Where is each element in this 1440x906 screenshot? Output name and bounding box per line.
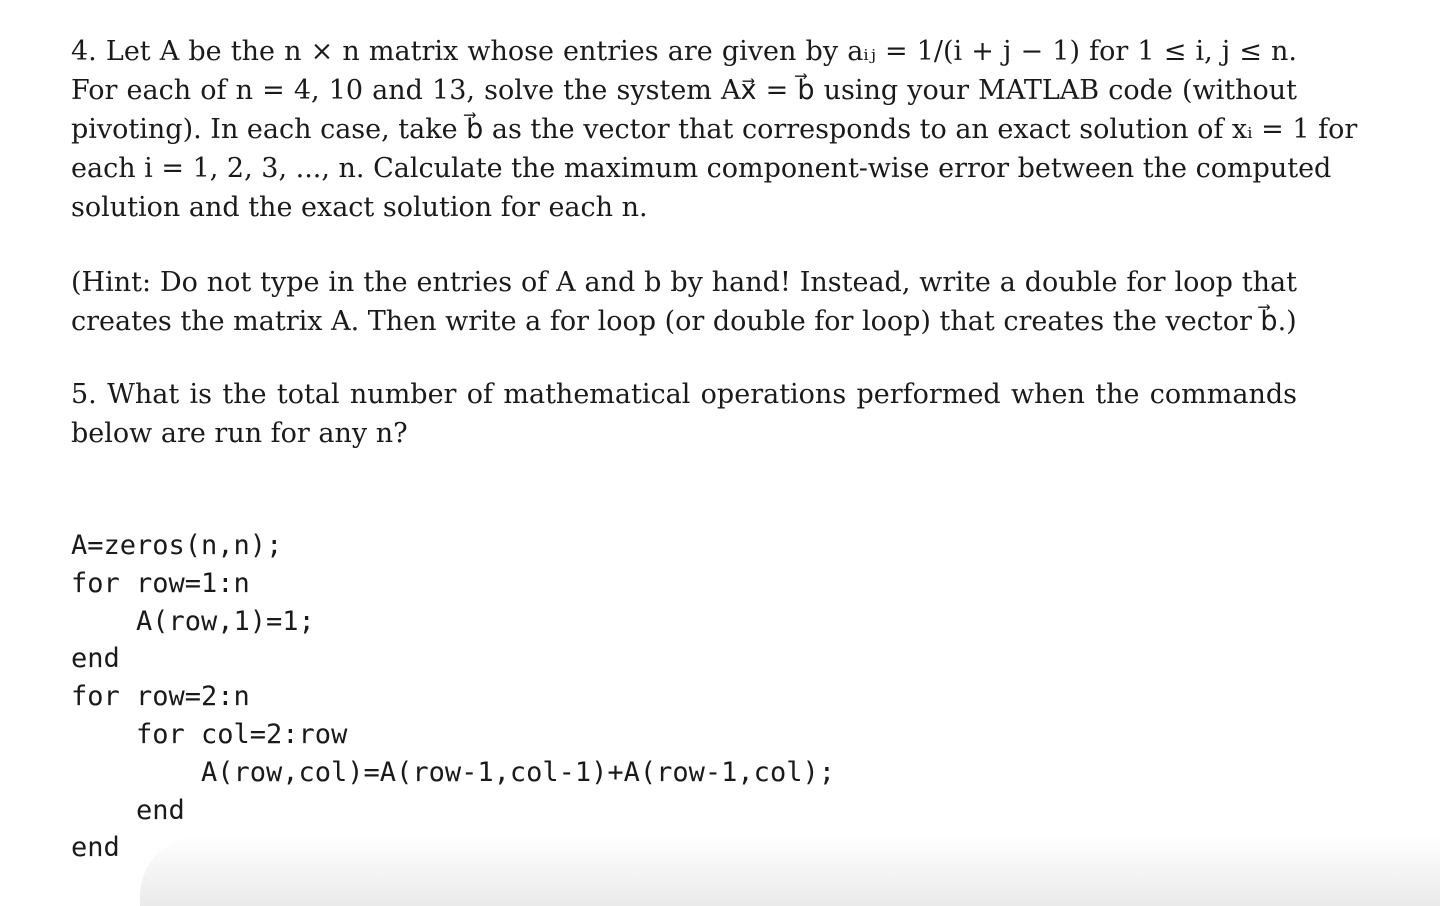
code-line: A(row,1)=1;: [136, 605, 315, 637]
problem-4-text: [71, 32, 1358, 227]
problem-4-line: each i = 1, 2, 3, ..., n. Calculate the maximum component-wise error between the computed: [71, 153, 1332, 184]
hint-text: [71, 263, 1297, 341]
code-line: for row=1:n: [71, 567, 250, 599]
problem-5-line: below are run for any n?: [71, 418, 408, 449]
hint-line: creates the matrix A. Then write a for loop (or double for loop) that creates the vector b⃗.): [71, 306, 1297, 337]
code-line: end: [136, 794, 185, 826]
matlab-code-block: [71, 527, 835, 867]
code-line: A=zeros(n,n);: [71, 530, 283, 561]
code-line: A(row,col)=A(row-1,col-1)+A(row-1,col);: [201, 756, 835, 788]
problem-5-text: [71, 375, 1297, 453]
problem-4-line: solution and the exact solution for each n.: [71, 192, 648, 223]
problem-4-line: For each of n = 4, 10 and 13, solve the system Ax⃗ = b⃗ using your MATLAB code (without: [71, 75, 1297, 106]
problem-5-line: 5. What is the total number of mathematical operations performed when the commands: [71, 379, 1297, 410]
problem-4-line: 4. Let A be the n × n matrix whose entries are given by aᵢⱼ = 1/(i + j − 1) for 1 ≤ i, j ≤ n.: [71, 36, 1297, 67]
code-line: for col=2:row: [136, 718, 348, 750]
hint-line: (Hint: Do not type in the entries of A and b by hand! Instead, write a double for loop that: [71, 267, 1297, 298]
code-line: end: [71, 643, 120, 675]
code-line: end: [71, 832, 120, 864]
document-body: [71, 32, 1358, 453]
problem-4-line: pivoting). In each case, take b⃗ as the vector that corresponds to an exact solution of xᵢ = 1 for: [71, 114, 1358, 145]
code-line: for row=2:n: [71, 681, 250, 713]
